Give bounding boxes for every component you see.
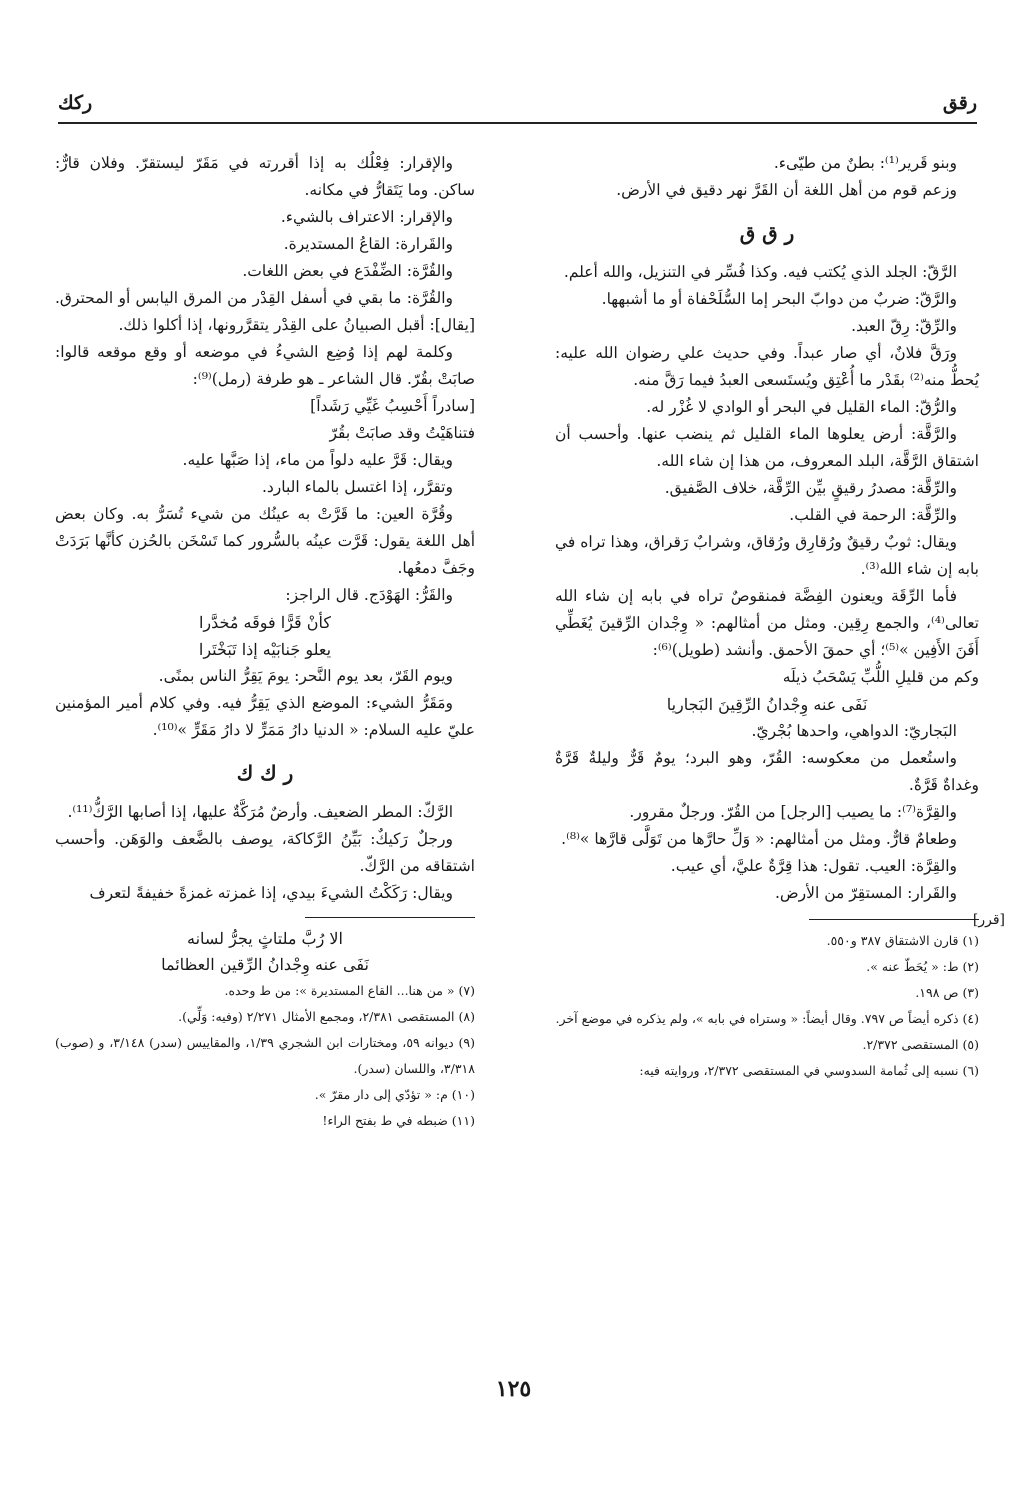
footnote-rule bbox=[305, 917, 475, 918]
running-header-right: رقق bbox=[942, 92, 977, 114]
text-line: وبنو قَرير⁽¹⁾: بطنٌ من طيّىء. bbox=[773, 154, 957, 172]
entry-paragraph: والرِّقّ: رِقّ العبد. bbox=[851, 317, 957, 335]
entry-paragraph: والإقرار: فِعْلُك به إذا أقررته في مَقَرّ ليستقرّ. وفلان قارٌّ: ساكن. وما يَتَقارُّ في مكانه. bbox=[55, 154, 475, 199]
verse-hemistich: فتناهَيْتُ وقد صابَتْ بقُرّ bbox=[329, 424, 475, 442]
footnote: (١) قارن الاشتقاق ٣٨٧ و٥٥٠. bbox=[826, 933, 979, 948]
entry-paragraph: والقِرَّة⁽⁷⁾: ما يصيب [الرجل] من القُرّ. ورجلٌ مقرور. bbox=[629, 803, 957, 821]
footnote: (٧) « من هنا... القاع المستديرة »: من ط وحده. bbox=[224, 983, 475, 998]
entry-paragraph: وقُرَّة العين: ما قَرَّتْ به عينُك من شيء تُسَرُّ به. وكان بعض أهل اللغة يقول: قَرَّت عينُه بالسُّرور كما تَسْخَن بالحُزن كأنَّها بَرَدَتْ وجَفَّ دمعُها. bbox=[55, 505, 475, 577]
verse-hemistich: كأنْ قَرًّا فوقَه مُخدَّرا bbox=[198, 613, 332, 632]
entry-paragraph: الرَّقّ: الجلد الذي يُكتب فيه. وكذا فُسِّر في التنزيل، والله أعلم. bbox=[563, 263, 957, 281]
entry-paragraph: والقَرُّ: الهَوْدَج. قال الراجز: bbox=[285, 586, 453, 604]
footnote: (٣) ص ١٩٨. bbox=[915, 985, 979, 1000]
entry-paragraph: فأما الرِّقَة ويعنون الفِضَّة فمنقوصٌ تراه في بابه إن شاء الله تعالى⁽⁴⁾، والجمع رِقِين. ومثل من أمثالهم: « وِجْدان الرِّقينَ يُغَطِّي أَفَنَ الأَفِين »⁽⁵⁾؛ أي حمقَ الأحمق. وأنشد (طويل)⁽⁶⁾: bbox=[555, 587, 979, 659]
header-rule bbox=[58, 122, 977, 124]
entry-paragraph: واستُعمل من معكوسه: القُرّ، وهو البرد؛ يومٌ قَرٌّ وليلةٌ قَرَّةٌ وغداةٌ قَرَّةٌ. bbox=[555, 749, 979, 794]
footnote: (٨) المستقصى ٢/٣٨١، ومجمع الأمثال ٢/٢٧١ (وفيه: وَلِّي). bbox=[178, 1009, 475, 1024]
entry-paragraph: والقِرَّة: العيب. تقول: هذا قِرَّةٌ عليَّ، أي عيب. bbox=[670, 857, 957, 875]
margin-root-note: [قرر] bbox=[972, 912, 1005, 928]
entry-paragraph: والرِّقَّة: الرحمة في القلب. bbox=[789, 506, 957, 524]
footnote: (٥) المستقصى ٢/٣٧٢. bbox=[862, 1037, 979, 1052]
verse-hemistich: [سادراً أَحْسِبُ غَيِّي رَشَداً] bbox=[310, 397, 475, 415]
entry-paragraph: والإقرار: الاعتراف بالشيء. bbox=[280, 208, 453, 226]
entry-paragraph: البَجاريّ: الدواهي، واحدها بُجْريّ. bbox=[751, 722, 957, 740]
text-line: وزعم قوم من أهل اللغة أن القَرَّ نهر دقيق في الأرض. bbox=[616, 181, 957, 199]
entry-paragraph: ويقال: ثوبٌ رقيقٌ ورُقارِق ورُقاق، وشرابٌ رَقراق، وهذا تراه في بابه إن شاء الله⁽³⁾. bbox=[555, 533, 979, 578]
verse-hemistich: يعلو جَنابَيْه إذا تَبَخْتَرا bbox=[198, 640, 332, 659]
entry-paragraph: الرَّكّ: المطر الضعيف. وأرضٌ مُرَكَّةٌ عليها، إذا أصابها الرَّكُّ⁽¹¹⁾. bbox=[67, 803, 453, 821]
footnotes-right bbox=[555, 928, 979, 1084]
verse-hemistich: نَفَى عنه وِجْدانُ الرِّقِينَ البَجاريا bbox=[666, 695, 868, 714]
entry-paragraph: والقَرارة: القاعُ المستديرة. bbox=[283, 235, 453, 253]
entry-paragraph: وتقرَّر، إذا اغتسل بالماء البارد. bbox=[261, 478, 453, 496]
right-column bbox=[555, 150, 979, 1084]
entry-paragraph: والقُرَّة: الضِّفْدَع في بعض اللغات. bbox=[242, 262, 453, 280]
entry-paragraph: والرِّقَّة: مصدرُ رقيقٍ بيِّن الرِّقَّة، خلاف الصَّفيق. bbox=[664, 479, 957, 497]
verse-hemistich: وكم من قليلِ اللُّبِّ يَسْحَبُ ذيلَه bbox=[782, 668, 979, 686]
footnote: (٦) نسبه إلى ثُمامة السدوسي في المستقصى ٢/٣٧٢، وروايته فيه: bbox=[639, 1063, 979, 1078]
footnote-verse: الا رُبَّ ملتاثٍ يجرُّ لسانه bbox=[187, 929, 343, 948]
footnote-verse: نَفَى عنه وِجْدانُ الرِّقين العظائما bbox=[161, 955, 369, 974]
entry-paragraph: ويقال: رَكَكْتُ الشيءَ بيدي، إذا غمزته غمزةً خفيفةً لتعرف bbox=[89, 884, 453, 902]
entry-paragraph: ورجلٌ رَكيكٌ: بَيِّنُ الرَّكاكة، يوصف بالضَّعف والوَهَن. وأحسب اشتقاقه من الرَّكّ. bbox=[55, 830, 475, 875]
footnote: (٩) ديوانه ٥٩، ومختارات ابن الشجري ١/٣٩، والمقاييس (سدر) ٣/١٤٨، و (صوب) ٣/٣١٨، واللسان (سدر). bbox=[55, 1035, 475, 1076]
entry-paragraph: ومَقَرُّ الشيء: الموضع الذي يَقِرُّ فيه. وفي كلام أمير المؤمنين عليّ عليه السلام: « الدنيا دارُ مَمَرٍّ لا دارُ مَقَرٍّ »⁽¹⁰⁾. bbox=[55, 694, 475, 739]
entry-paragraph: وكلمة لهم إذا وُضِع الشيءُ في موضعه أو وقع موقعه قالوا: صابَتْ بقُرّ. قال الشاعر ـ هو طرفة (رمل)⁽⁹⁾: bbox=[55, 343, 475, 388]
footnote: (١١) ضبطه في ط بفتح الراء! bbox=[322, 1113, 475, 1128]
running-header-left: ركك bbox=[58, 92, 93, 114]
page-number: ١٢٥ bbox=[495, 1376, 532, 1402]
entry-paragraph: والقَرار: المستقِرّ من الأرض. bbox=[775, 884, 957, 902]
entry-paragraph: وطعامٌ قارٌّ. ومثل من أمثالهم: « وَلِّ حارَّها من تَوَلَّى قارَّها »⁽⁸⁾. bbox=[561, 830, 957, 848]
section-heading-raqq: ر ق ق bbox=[739, 221, 795, 245]
entry-paragraph: والقُرَّة: ما بقي في أسفل القِدْر من المرق اليابس أو المحترق. [يقال]: أقبل الصبيانُ على القِدْر يتقرَّرونها، إذا أكلوا ذلك. bbox=[55, 289, 475, 334]
footnote: (٤) ذكره أيضاً ص ٧٩٧. وقال أيضاً: « وستراه في بابه »، ولم يذكره في موضع آخر. bbox=[555, 1011, 979, 1026]
entry-paragraph: والرَّقَّة: أرض يعلوها الماء القليل ثم ينضب عنها. وأحسب أن اشتقاق الرَّقَّة، البلد المعروف، من هذا إن شاء الله. bbox=[555, 425, 979, 470]
entry-paragraph: ويقال: قَرَّ عليه دلواً من ماء، إذا صَبَّها عليه. bbox=[182, 451, 453, 469]
entry-paragraph: والرَّقّ: ضربٌ من دوابّ البحر إما السُّلَحْفاة أو ما أشبهها. bbox=[601, 290, 957, 308]
entry-paragraph: ورَقَّ فلانٌ، أي صار عبداً. وفي حديث علي رضوان الله عليه: يُحطُّ منه⁽²⁾ بقَدْر ما أُعْتِق ويُستَسعى العبدُ فيما رَقَّ منه. bbox=[555, 344, 979, 389]
entry-paragraph: ويوم القَرّ، بعد يوم النَّحر: يومَ يَقِرُّ الناس بمنًى. bbox=[158, 667, 453, 685]
footnote: (٢) ط: « يُحَطّ عنه ». bbox=[866, 959, 979, 974]
section-heading-rakk: ر ك ك bbox=[236, 761, 294, 785]
entry-paragraph: والرُّقّ: الماء القليل في البحر أو الوادي لا غُزْر له. bbox=[646, 398, 957, 416]
footnotes-left bbox=[55, 917, 475, 1134]
footnote: (١٠) م: « تؤدّي إلى دار مقرّ ». bbox=[314, 1087, 475, 1102]
footnote-rule bbox=[809, 919, 979, 920]
left-column bbox=[55, 150, 475, 1134]
